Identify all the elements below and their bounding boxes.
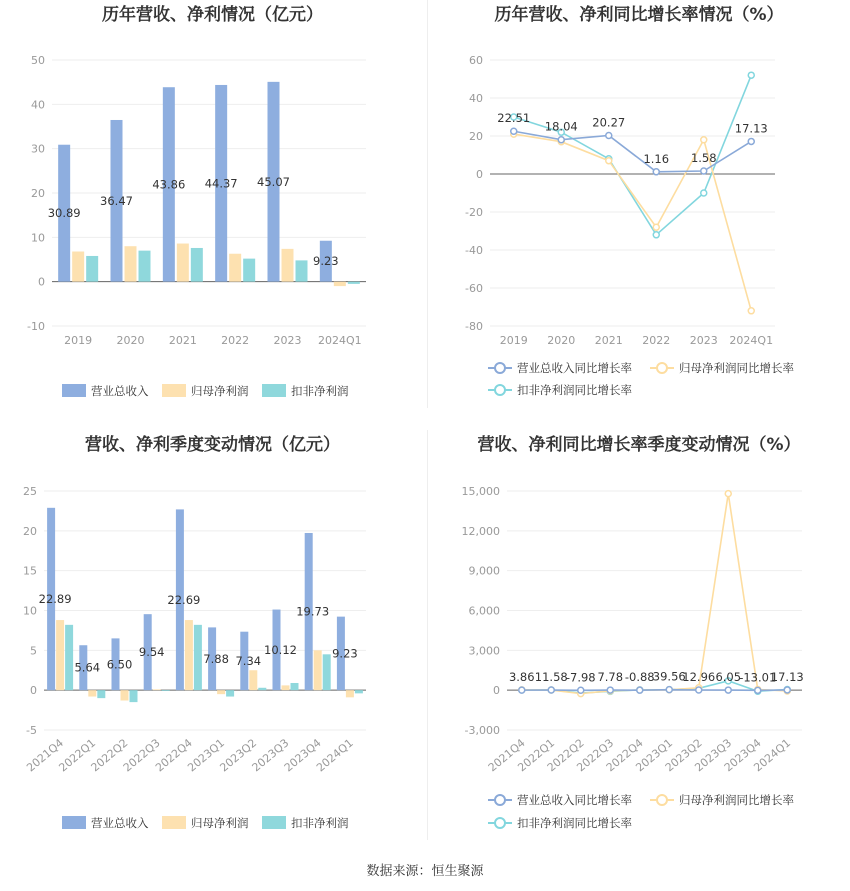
y-tick-label: -20 bbox=[465, 206, 483, 219]
x-tick-label: 2024Q1 bbox=[751, 736, 794, 775]
legend-swatch bbox=[162, 384, 186, 397]
x-tick-label: 2021Q4 bbox=[485, 736, 528, 775]
legend-marker bbox=[495, 363, 505, 373]
data-point bbox=[606, 132, 612, 138]
y-tick-label: 25 bbox=[23, 485, 37, 498]
y-tick-label: 30 bbox=[31, 142, 45, 156]
x-tick-label: 2024Q1 bbox=[729, 334, 774, 347]
data-point bbox=[701, 190, 707, 196]
legend-label: 归母净利润同比增长率 bbox=[679, 793, 794, 807]
annual-line-chart-svg bbox=[428, 0, 850, 420]
bar bbox=[282, 685, 290, 690]
data-point bbox=[653, 232, 659, 238]
bar bbox=[355, 690, 363, 693]
legend-label: 归母净利润 bbox=[191, 384, 249, 398]
bar bbox=[185, 620, 193, 690]
data-source-note: 数据来源：恒生聚源 bbox=[366, 864, 484, 879]
data-point bbox=[725, 687, 731, 693]
data-label: -13.01 bbox=[739, 670, 777, 685]
bar bbox=[153, 689, 161, 690]
bar bbox=[65, 625, 73, 690]
x-tick-label: 2022 bbox=[642, 334, 671, 347]
y-tick-label: 15,000 bbox=[461, 485, 500, 498]
bar bbox=[291, 683, 299, 690]
legend-label: 营业总收入 bbox=[91, 816, 149, 830]
data-point bbox=[748, 308, 754, 314]
bar bbox=[177, 244, 189, 282]
legend-swatch bbox=[62, 384, 86, 397]
data-label: 18.04 bbox=[544, 119, 578, 134]
series-line bbox=[522, 494, 788, 694]
data-point bbox=[748, 72, 754, 78]
legend-marker bbox=[495, 795, 505, 805]
x-tick-label: 2022Q4 bbox=[603, 736, 646, 775]
bar bbox=[121, 690, 129, 700]
legend-marker bbox=[495, 818, 505, 828]
chart-title: 历年营收、净利情况（亿元） bbox=[102, 5, 323, 25]
data-point bbox=[578, 687, 584, 693]
legend-label: 营业总收入同比增长率 bbox=[517, 361, 632, 375]
x-tick-label: 2022Q1 bbox=[515, 736, 558, 775]
x-tick-label: 2023Q1 bbox=[633, 736, 676, 775]
y-tick-label: 5 bbox=[30, 644, 37, 658]
quarterly-bar-chart-svg bbox=[0, 425, 425, 850]
legend-label: 扣非净利润 bbox=[291, 816, 349, 830]
series-line bbox=[522, 690, 788, 691]
data-label: 22.51 bbox=[497, 111, 531, 126]
data-label: 17.13 bbox=[734, 121, 768, 136]
x-tick-label: 2022Q2 bbox=[544, 736, 587, 775]
data-label: 20.27 bbox=[592, 115, 626, 130]
legend-swatch bbox=[262, 384, 286, 397]
x-tick-label: 2023Q4 bbox=[281, 736, 324, 775]
x-tick-label: 2024Q1 bbox=[314, 736, 356, 775]
x-tick-label: 2022Q4 bbox=[153, 736, 195, 775]
x-tick-label: 2020 bbox=[547, 334, 576, 347]
y-tick-label: 0 bbox=[30, 684, 37, 698]
chart-quarterly-revenue-profit bbox=[0, 425, 425, 850]
bar bbox=[56, 620, 64, 690]
data-point bbox=[755, 687, 761, 693]
data-label: 1.16 bbox=[643, 151, 670, 166]
x-tick-label: 2024Q1 bbox=[318, 334, 362, 347]
bar bbox=[258, 688, 266, 690]
bar bbox=[323, 654, 331, 690]
data-point bbox=[701, 168, 707, 174]
data-label: 7.88 bbox=[203, 651, 229, 666]
chart-annual-growth-rate bbox=[428, 0, 850, 420]
legend-marker bbox=[657, 795, 667, 805]
bar bbox=[217, 690, 225, 694]
bar bbox=[139, 251, 151, 282]
x-tick-label: 2023Q3 bbox=[249, 736, 292, 775]
data-label: 9.23 bbox=[332, 646, 358, 661]
x-tick-label: 2023 bbox=[273, 334, 302, 347]
bar bbox=[282, 249, 294, 282]
data-point bbox=[701, 137, 707, 143]
y-tick-label: 10 bbox=[31, 231, 45, 245]
x-tick-label: 2022Q3 bbox=[574, 736, 617, 775]
annual-bar-chart-svg bbox=[0, 0, 425, 420]
bar bbox=[314, 650, 322, 690]
y-tick-label: 0 bbox=[38, 275, 45, 289]
legend-label: 扣非净利润同比增长率 bbox=[517, 816, 632, 830]
bar bbox=[125, 246, 137, 281]
y-tick-label: -80 bbox=[465, 320, 483, 333]
y-tick-label: -10 bbox=[27, 320, 45, 333]
y-tick-label: -60 bbox=[465, 282, 483, 295]
data-label: 12.96 bbox=[682, 669, 716, 684]
data-point bbox=[637, 687, 643, 693]
bar bbox=[249, 670, 257, 690]
y-tick-label: 40 bbox=[469, 92, 483, 105]
data-label: -7.98 bbox=[565, 670, 596, 685]
y-tick-label: 0 bbox=[493, 684, 500, 698]
x-tick-label: 2022 bbox=[221, 334, 250, 347]
data-point bbox=[558, 137, 564, 143]
data-label: 45.07 bbox=[257, 174, 290, 189]
x-tick-label: 2019 bbox=[64, 334, 93, 347]
legend-swatch bbox=[262, 816, 286, 829]
chart-title: 营收、净利季度变动情况（亿元） bbox=[85, 435, 340, 455]
data-point bbox=[748, 138, 754, 144]
legend-label: 归母净利润 bbox=[191, 816, 249, 830]
bar bbox=[86, 256, 98, 282]
data-point bbox=[511, 128, 517, 134]
bar bbox=[162, 690, 170, 691]
bar bbox=[226, 690, 234, 696]
y-tick-label: 20 bbox=[469, 130, 483, 143]
data-label: 7.34 bbox=[235, 653, 262, 668]
x-tick-label: 2023Q3 bbox=[692, 736, 735, 775]
data-label: 36.47 bbox=[100, 193, 133, 208]
legend-label: 营业总收入同比增长率 bbox=[517, 793, 632, 807]
x-tick-label: 2023Q2 bbox=[217, 736, 260, 775]
legend-marker bbox=[657, 363, 667, 373]
y-tick-label: 9,000 bbox=[468, 564, 500, 578]
data-label: 6.50 bbox=[106, 657, 133, 672]
data-point bbox=[725, 491, 731, 497]
bar bbox=[130, 690, 138, 702]
legend-label: 扣非净利润同比增长率 bbox=[517, 383, 632, 397]
x-tick-label: 2022Q1 bbox=[56, 736, 99, 775]
x-tick-label: 2022Q2 bbox=[88, 736, 131, 775]
data-label: 6.05 bbox=[715, 670, 742, 685]
chart-annual-revenue-profit bbox=[0, 0, 425, 420]
chart-title: 营收、净利同比增长率季度变动情况（%） bbox=[477, 435, 801, 455]
data-label: 11.58 bbox=[534, 670, 568, 685]
quarterly-line-chart-svg bbox=[428, 425, 850, 850]
legend-label: 营业总收入 bbox=[91, 384, 149, 398]
bar bbox=[229, 254, 241, 282]
legend-label: 扣非净利润 bbox=[291, 384, 349, 398]
y-tick-label: 40 bbox=[31, 98, 45, 112]
data-label: 1.58 bbox=[690, 150, 717, 165]
legend-swatch bbox=[62, 816, 86, 829]
data-point bbox=[666, 687, 672, 693]
y-tick-label: 0 bbox=[476, 168, 483, 181]
vertical-divider-top bbox=[427, 0, 428, 408]
x-tick-label: 2021 bbox=[594, 334, 623, 347]
bar bbox=[243, 259, 255, 282]
vertical-divider-bottom bbox=[427, 430, 428, 840]
data-label: 22.69 bbox=[167, 592, 201, 607]
data-point bbox=[548, 687, 554, 693]
bar bbox=[72, 252, 84, 282]
x-tick-label: 2019 bbox=[499, 334, 528, 347]
data-label: 3.86 bbox=[508, 670, 535, 685]
chart-quarterly-growth-rate bbox=[428, 425, 850, 850]
data-point bbox=[607, 687, 613, 693]
data-label: 10.12 bbox=[264, 642, 297, 657]
data-point bbox=[784, 687, 790, 693]
data-label: 7.78 bbox=[597, 670, 624, 685]
y-tick-label: 20 bbox=[23, 524, 37, 538]
bar bbox=[346, 690, 354, 697]
bar bbox=[88, 690, 96, 696]
data-point bbox=[606, 158, 612, 164]
data-label: 30.89 bbox=[47, 206, 81, 221]
y-tick-label: -5 bbox=[26, 724, 37, 737]
bar bbox=[348, 282, 360, 284]
x-tick-label: 2023Q1 bbox=[185, 736, 228, 775]
legend-marker bbox=[495, 385, 505, 395]
x-tick-label: 2020 bbox=[116, 334, 145, 347]
y-tick-label: 12,000 bbox=[461, 524, 500, 538]
legend-swatch bbox=[162, 816, 186, 829]
data-label: 19.73 bbox=[296, 604, 330, 619]
data-label: 44.37 bbox=[204, 176, 238, 191]
data-point bbox=[696, 687, 702, 693]
x-tick-label: 2023Q4 bbox=[721, 736, 764, 775]
x-tick-label: 2022Q3 bbox=[120, 736, 163, 775]
data-label: 17.13 bbox=[770, 669, 804, 684]
legend-label: 归母净利润同比增长率 bbox=[679, 361, 794, 375]
y-tick-label: -3,000 bbox=[464, 724, 500, 737]
y-tick-label: 15 bbox=[23, 564, 37, 578]
data-label: 9.54 bbox=[138, 645, 165, 660]
data-label: 43.86 bbox=[152, 177, 186, 192]
chart-title: 历年营收、净利同比增长率情况（%） bbox=[494, 5, 784, 25]
bar bbox=[194, 625, 202, 690]
y-tick-label: 6,000 bbox=[468, 604, 500, 618]
data-point bbox=[519, 687, 525, 693]
data-point bbox=[653, 224, 659, 230]
bar bbox=[296, 260, 308, 281]
x-tick-label: 2021 bbox=[168, 334, 197, 347]
bar bbox=[97, 690, 105, 698]
data-label: 5.64 bbox=[74, 660, 101, 675]
y-tick-label: 3,000 bbox=[468, 644, 500, 658]
data-label: 39.56 bbox=[652, 669, 686, 684]
data-label: -0.88 bbox=[624, 670, 655, 685]
data-label: 22.89 bbox=[38, 591, 72, 606]
bar bbox=[334, 282, 346, 286]
x-tick-label: 2023 bbox=[689, 334, 718, 347]
y-tick-label: 60 bbox=[469, 54, 483, 67]
data-point bbox=[653, 169, 659, 175]
data-label: 9.23 bbox=[313, 254, 339, 269]
x-tick-label: 2023Q2 bbox=[662, 736, 705, 775]
y-tick-label: 20 bbox=[31, 187, 45, 200]
y-tick-label: 10 bbox=[23, 604, 37, 618]
x-tick-label: 2021Q4 bbox=[24, 736, 67, 775]
y-tick-label: 50 bbox=[31, 54, 45, 67]
y-tick-label: -40 bbox=[465, 244, 483, 257]
bar bbox=[191, 248, 203, 282]
